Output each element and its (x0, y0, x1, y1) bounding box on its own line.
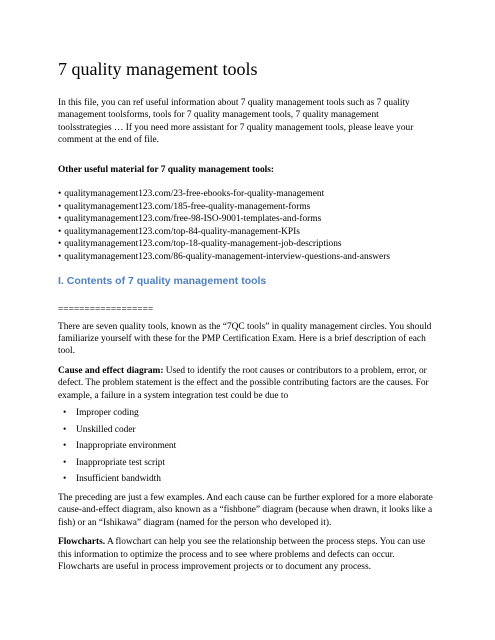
causes-list (58, 405, 433, 488)
flowcharts-term: Flowcharts. (58, 537, 106, 548)
preceding-paragraph: The preceding are just a few examples. And each cause can be further explored for a more elaborate cause-and-effect diagram, also known as a “fishbone” diagram (because when drawn, it looks like a fish) or an “Ishikawa” diagram (named for the person who developed it). (58, 493, 433, 528)
other-material-heading: Other useful material for 7 quality management tools: (58, 164, 275, 175)
document-title: 7 quality management tools (58, 59, 258, 79)
intro-paragraph: In this file, you can ref useful information about 7 quality management tools such as 7 quality management toolsforms, tools for 7 quality management tools, 7 quality management toolsstrategies … If you need more assistant for 7 quality management tools, please leave your comment at the end of file. (58, 98, 414, 146)
material-link[interactable]: • qualitymanagement123.com/top-84-quality-management-KPIs (58, 226, 433, 239)
cause-effect-paragraph (58, 365, 433, 402)
cause-item: • Inappropriate environment (76, 438, 433, 455)
material-link[interactable]: • qualitymanagement123.com/23-free-ebooks-for-quality-management (58, 188, 433, 201)
seven-tools-paragraph: There are seven quality tools, known as the “7QC tools” in quality management circles. You should familiarize yourself with these for the PMP Certification Exam. Here is a brief description of each tool. (58, 321, 432, 357)
material-link-list (58, 188, 433, 264)
flowcharts-paragraph (58, 536, 433, 573)
material-link[interactable]: • qualitymanagement123.com/free-98-ISO-9001-templates-and-forms (58, 213, 433, 226)
separator-rule: ================== (58, 304, 154, 315)
material-link[interactable]: • qualitymanagement123.com/185-free-quality-management-forms (58, 201, 433, 214)
cause-item: • Unskilled coder (76, 422, 433, 439)
material-link[interactable]: • qualitymanagement123.com/86-quality-management-interview-questions-and-answers (58, 251, 433, 264)
flowcharts-text: A flowchart can help you see the relationship between the process steps. You can use this information to optimize the process and to see where problems and defects can occur. Flowcharts are useful in process improvement projects or to document any process. (58, 537, 426, 573)
cause-item: • Improper coding (76, 405, 433, 422)
material-link[interactable]: • qualitymanagement123.com/top-18-quality-management-job-descriptions (58, 238, 433, 251)
contents-section-heading: I. Contents of 7 quality management tools (58, 274, 267, 287)
cause-effect-term: Cause and effect diagram: (58, 365, 164, 376)
cause-effect-text: Used to identify the root causes or contributors to a problem, error, or defect. The problem statement is the effect and the possible contributing factors are the causes. For example, a failure in a system integration test could be due to (58, 365, 429, 401)
cause-item: • Inappropriate test script (76, 455, 433, 472)
cause-item: • Insufficient bandwidth (76, 471, 433, 488)
